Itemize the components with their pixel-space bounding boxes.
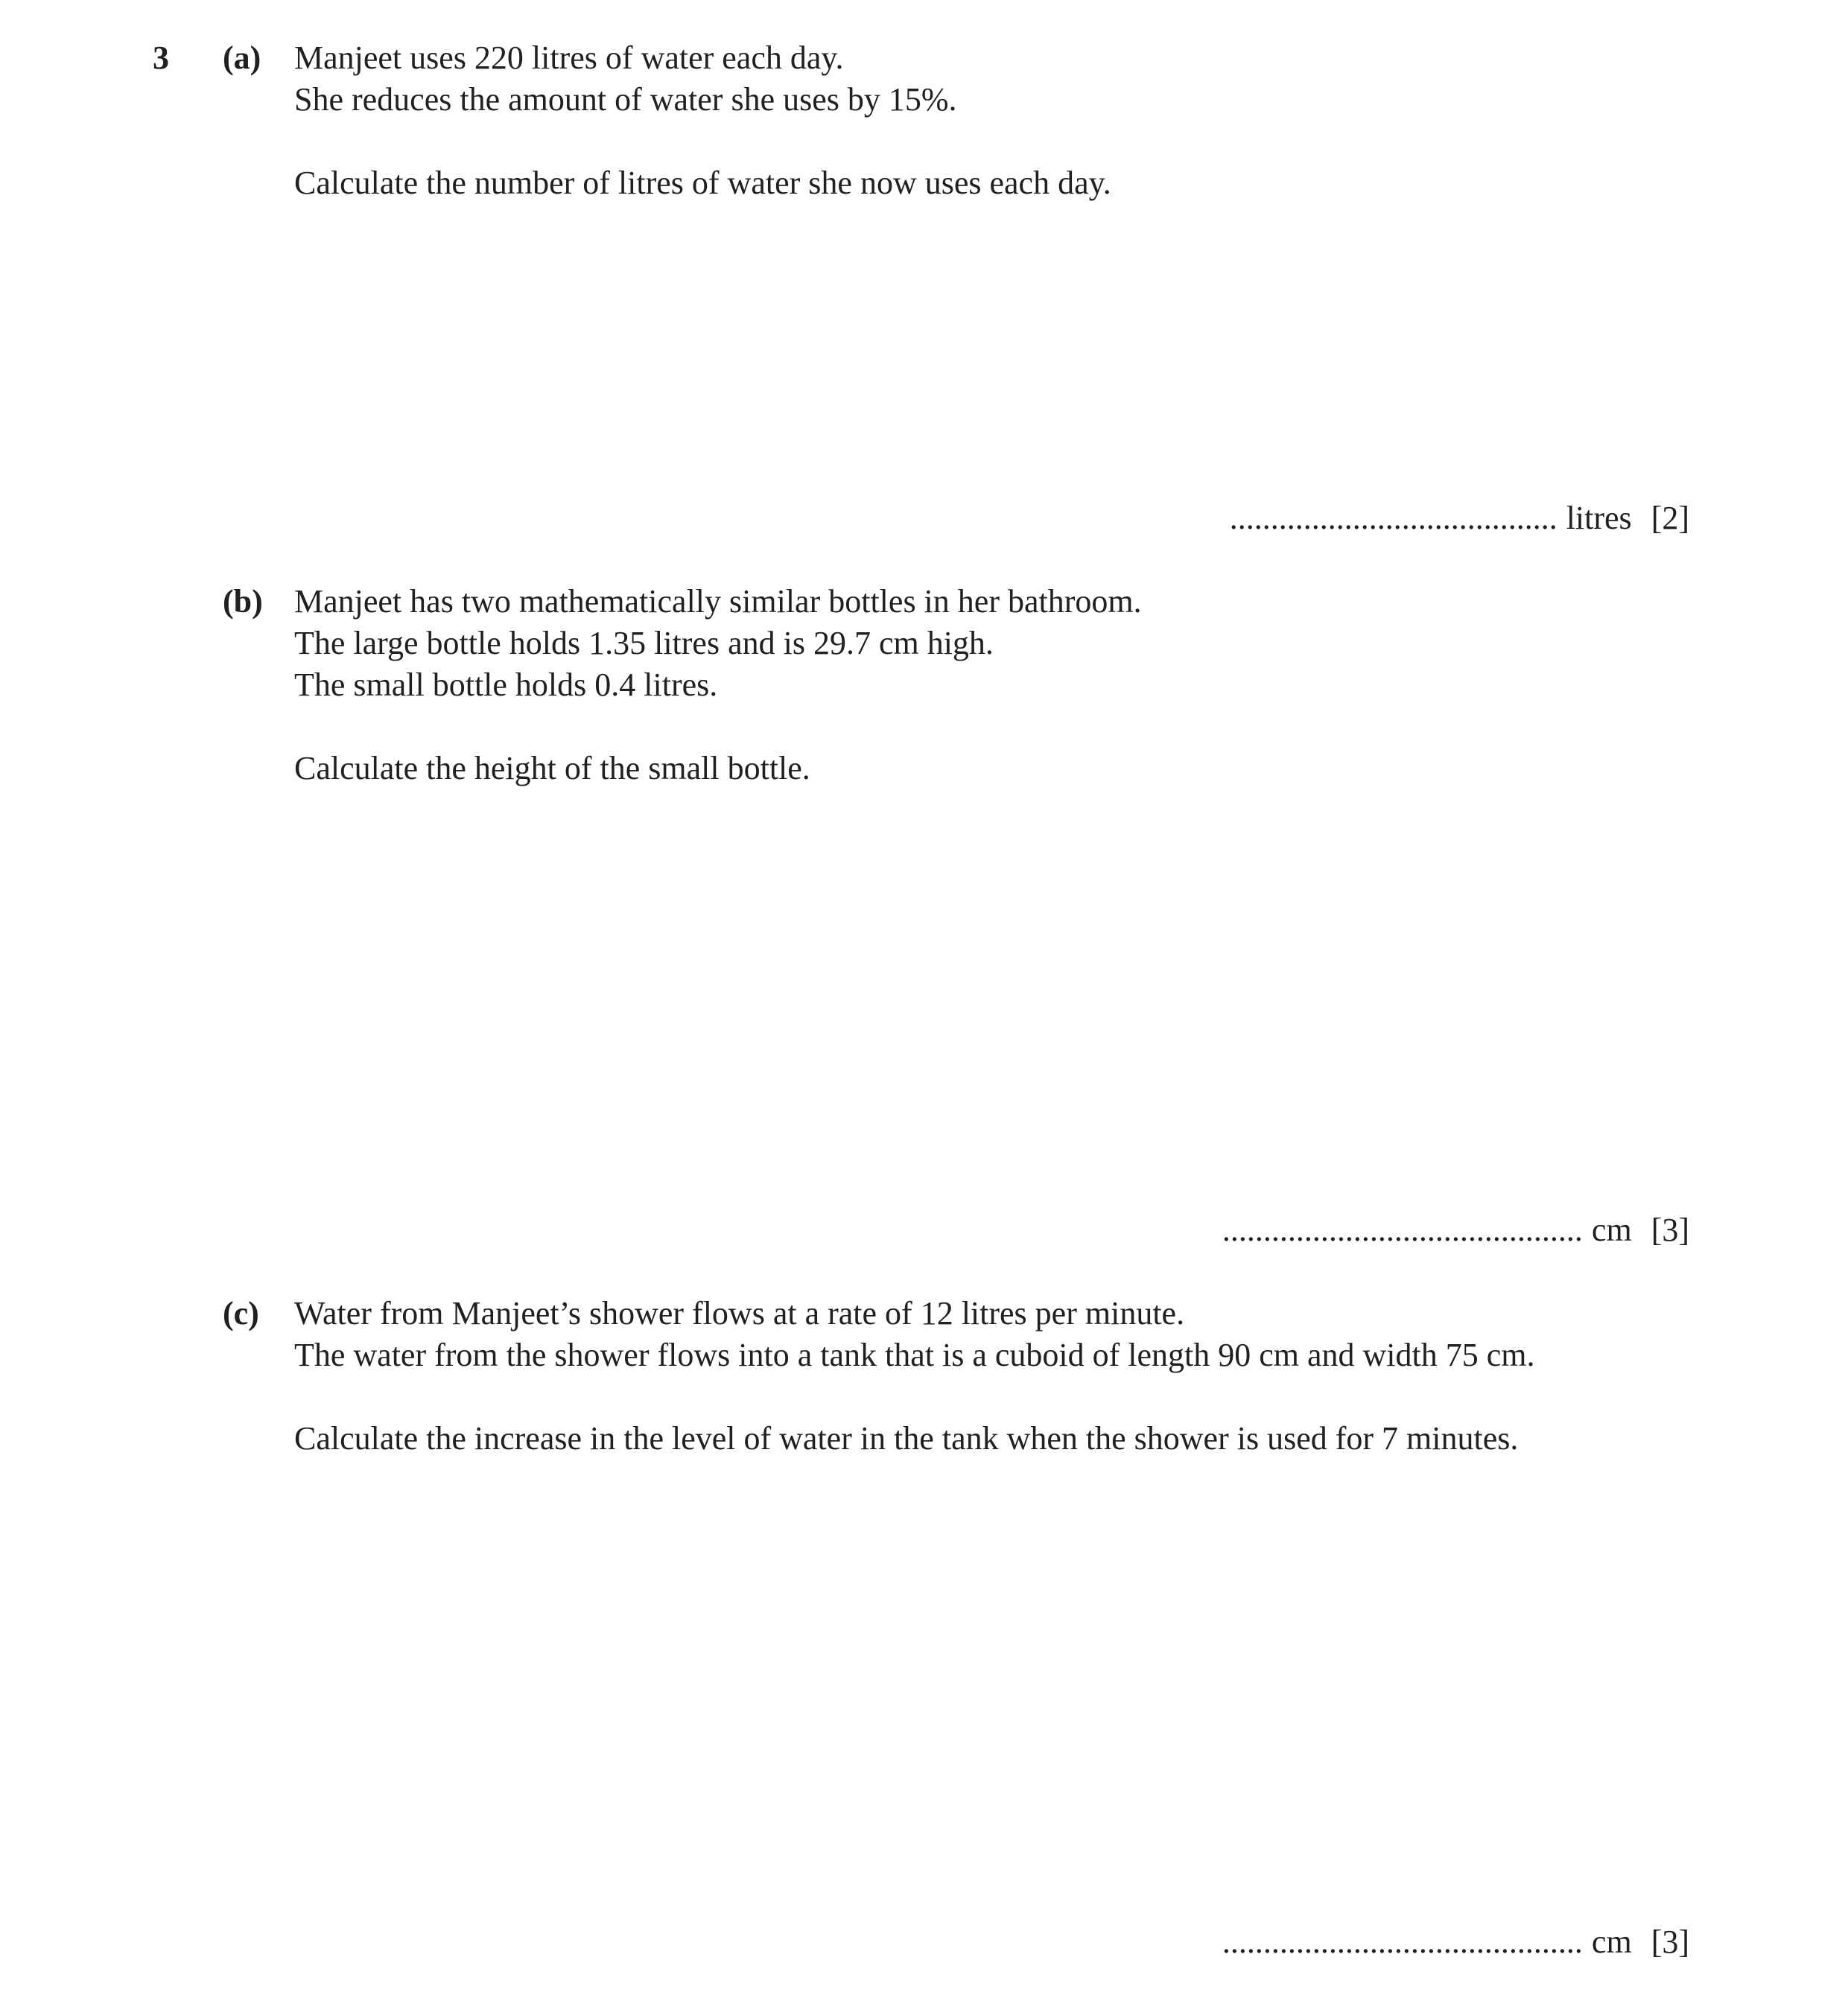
answer-unit: cm xyxy=(1591,1212,1632,1248)
part-b-instruction: Calculate the height of the small bottle. xyxy=(294,750,810,786)
part-c-line-2: The water from the shower flows into a tank that is a cuboid of length 90 cm and width 75 cm. xyxy=(294,1337,1535,1373)
part-a-label: (a) xyxy=(223,39,261,76)
answer-dots: ........................................ xyxy=(1229,500,1558,536)
part-b-line-2: The large bottle holds 1.35 litres and is 29.7 cm high. xyxy=(294,625,994,661)
answer-marks: [3] xyxy=(1651,1924,1689,1960)
part-a-line-2: She reduces the amount of water she uses by 15%. xyxy=(294,81,957,118)
answer-marks: [2] xyxy=(1651,500,1689,536)
part-c-instruction: Calculate the increase in the level of water in the tank when the shower is used for 7 minutes. xyxy=(294,1420,1519,1457)
part-a-line-1: Manjeet uses 220 litres of water each day. xyxy=(294,39,844,76)
answer-dots: ............................................ xyxy=(1222,1212,1583,1248)
part-c-answer-line[interactable] xyxy=(1222,1926,1689,1959)
part-a-instruction: Calculate the number of litres of water she now uses each day. xyxy=(294,165,1111,201)
part-c-label: (c) xyxy=(223,1295,259,1332)
part-b-line-3: The small bottle holds 0.4 litres. xyxy=(294,667,718,703)
question-number: 3 xyxy=(153,39,169,76)
part-c-line-1: Water from Manjeet’s shower flows at a rate of 12 litres per minute. xyxy=(294,1295,1185,1332)
part-b-label: (b) xyxy=(223,583,263,620)
part-b-line-1: Manjeet has two mathematically similar bottles in her bathroom. xyxy=(294,583,1142,620)
part-b-answer-line[interactable] xyxy=(1222,1214,1689,1247)
answer-unit: cm xyxy=(1591,1924,1632,1960)
part-a-answer-line[interactable] xyxy=(1230,502,1689,535)
answer-unit: litres xyxy=(1566,500,1632,536)
answer-dots: ............................................ xyxy=(1222,1924,1583,1960)
answer-marks: [3] xyxy=(1651,1212,1689,1248)
